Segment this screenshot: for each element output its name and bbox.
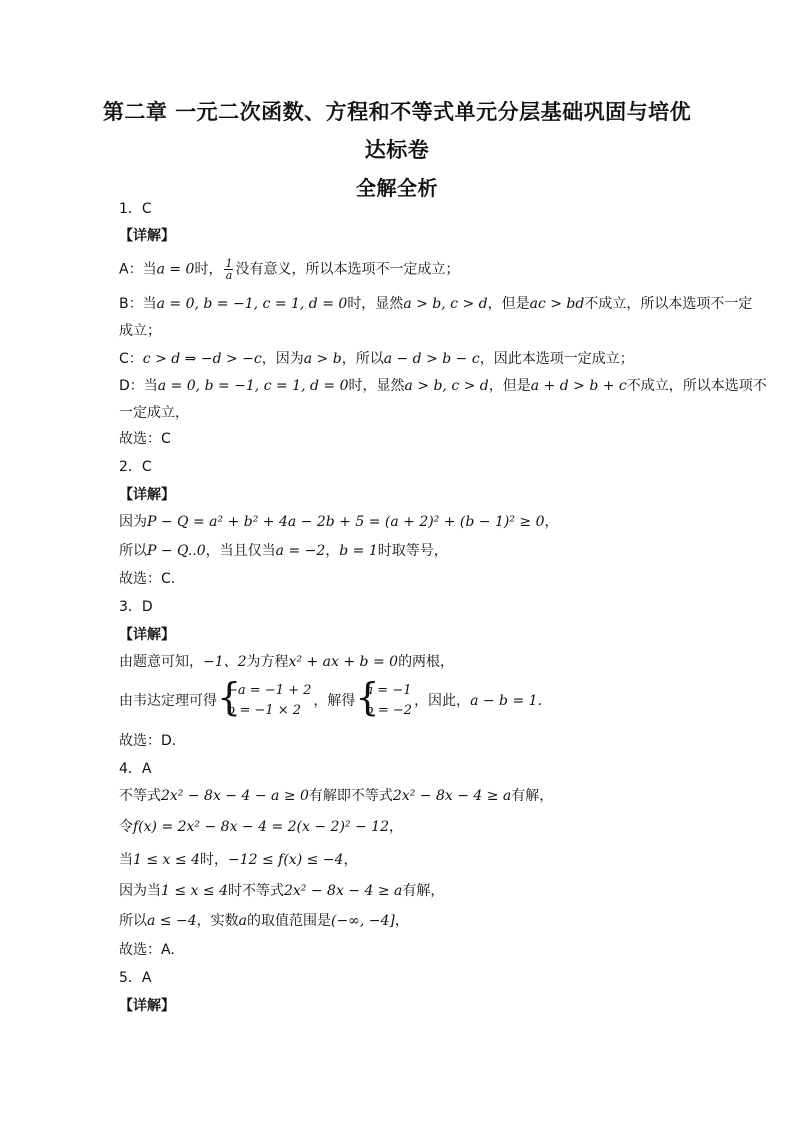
q3-detail-heading: 【详解】 (119, 627, 175, 643)
equation-system-1 (219, 681, 311, 721)
text: ， (325, 543, 340, 559)
text: 不成立，所以本选项不一定 (584, 296, 753, 312)
math: 2x² − 8x − 4 ≥ a (283, 883, 403, 899)
q4-line-3 (119, 850, 357, 870)
q3-answer: 故选：D. (119, 733, 177, 749)
text: ，因此， (414, 693, 471, 709)
q4-line-4 (119, 881, 444, 901)
q1-number: 1．C (119, 201, 152, 217)
fraction-one-over-a (224, 258, 233, 281)
text: 时，显然 (348, 378, 405, 394)
text: 不等式 (119, 788, 161, 804)
text: 令 (119, 819, 133, 835)
math: a > b (303, 351, 342, 367)
text: ，解得 (313, 693, 356, 709)
q2-detail-heading: 【详解】 (119, 487, 175, 503)
q5-number: 5．A (119, 970, 152, 986)
q2-answer: 故选：C. (119, 571, 176, 587)
math: 2x² − 8x − 4 ≥ a (392, 788, 512, 804)
text: 所以 (119, 913, 147, 929)
text: ， (343, 852, 358, 868)
q1-option-a (119, 258, 459, 281)
text: ，但是 (488, 378, 531, 394)
text: 当 (119, 852, 133, 868)
q4-number: 4．A (119, 761, 152, 777)
numerator: 1 (225, 257, 233, 270)
math: a > b, c > d (403, 296, 488, 312)
q2-number: 2．C (119, 459, 152, 475)
math: f(x) = 2x² − 8x − 4 = 2(x − 2)² − 12 (133, 819, 389, 835)
math: a − b = 1. (470, 693, 542, 709)
text: ，但是 (487, 296, 530, 312)
text: ，实数 (196, 913, 239, 929)
text: 没有意义，所以本选项不一定成立； (235, 261, 460, 278)
text: 时， (194, 261, 223, 278)
math: a ≤ −4 (147, 913, 197, 929)
text: 因为 (119, 514, 147, 530)
q1-option-b-cont: 成立； (119, 323, 161, 339)
math: a = 0, b = −1, c = 1, d = 0 (157, 378, 349, 394)
math: P − Q..0 (147, 543, 206, 559)
math: −1、2 (203, 654, 247, 670)
text: A：当 (119, 261, 157, 278)
q1-answer: 故选：C (119, 431, 171, 447)
equation: { −a = −1 + 2 (227, 683, 312, 698)
math: a − d > b − c (383, 351, 480, 367)
equation: b = −1 × 2 (227, 703, 302, 718)
text: ，当且仅当 (205, 543, 276, 559)
text: 时， (199, 852, 228, 868)
math: a = 0, b = −1, c = 1, d = 0 (156, 296, 348, 312)
text: ，因为 (261, 351, 304, 367)
math: a > b, c > d (404, 378, 489, 394)
equation: b = −2 (365, 703, 413, 718)
q3-line-1 (119, 652, 454, 672)
q4-line-2 (119, 817, 403, 837)
text: C： (119, 351, 143, 367)
text: 不成立，所以本选项不 (626, 378, 767, 394)
math: 1 ≤ x ≤ 4 (161, 883, 228, 899)
text: 的取值范围是 (246, 913, 331, 929)
text: ， (394, 913, 409, 929)
q1-option-c (119, 349, 634, 369)
math: 1 ≤ x ≤ 4 (133, 852, 200, 868)
text: 由韦达定理可得 (119, 693, 217, 709)
q3-number: 3．D (119, 599, 153, 615)
math: x² + ax + b = 0 (288, 654, 399, 670)
q4-line-1 (119, 786, 553, 806)
q2-line-1 (119, 512, 559, 532)
math: 2x² − 8x − 4 − a ≥ 0 (161, 788, 309, 804)
page-title: 第二章 一元二次函数、方程和不等式单元分层基础巩固与培优 (102, 100, 692, 124)
math: c > d ⇒ −d > −c (142, 351, 262, 367)
text: 时不等式 (227, 883, 284, 899)
math: a + d > b + c (530, 378, 627, 394)
text: ， (544, 514, 559, 530)
page-subtitle: 全解全析 (356, 176, 438, 200)
text: 因为当 (119, 883, 161, 899)
text: 时取等号， (377, 543, 448, 559)
text: 由题意可知， (119, 654, 203, 670)
equation-system-2 (357, 681, 412, 721)
text: ，因此本选项一定成立； (479, 351, 634, 367)
math: ac > bd (529, 296, 585, 312)
text: 有解， (511, 788, 554, 804)
text: ， (388, 819, 403, 835)
q1-option-d (119, 376, 767, 396)
page-title-continued: 达标卷 (364, 138, 430, 162)
math: (−∞, −4] (330, 913, 395, 929)
q1-option-b (119, 294, 752, 314)
math: a = −2 (275, 543, 326, 559)
math: P − Q = a² + b² + 4a − 2b + 5 = (a + 2)² + (b − 1)² ≥ 0 (147, 514, 545, 530)
q4-line-5 (119, 911, 409, 931)
text: ，所以 (341, 351, 384, 367)
math: a (238, 913, 247, 929)
denominator: a (225, 269, 233, 282)
text: 的两根， (398, 654, 455, 670)
text: 为方程 (246, 654, 289, 670)
math: b = 1 (339, 543, 378, 559)
q5-detail-heading: 【详解】 (119, 998, 175, 1014)
q1-option-d-cont: 一定成立， (119, 405, 189, 421)
text: 时，显然 (347, 296, 404, 312)
q4-answer: 故选：A. (119, 942, 175, 958)
text: 有解， (402, 883, 445, 899)
q2-line-2 (119, 541, 448, 561)
text: 有解即不等式 (308, 788, 393, 804)
text: D：当 (119, 378, 158, 394)
q1-detail-heading: 【详解】 (119, 228, 175, 244)
text: 所以 (119, 543, 147, 559)
q3-line-2 (119, 681, 542, 721)
math: −12 ≤ f(x) ≤ −4 (227, 852, 344, 868)
text: B：当 (119, 296, 157, 312)
math: a = 0 (156, 261, 195, 278)
equation: { a = −1 (365, 683, 412, 698)
